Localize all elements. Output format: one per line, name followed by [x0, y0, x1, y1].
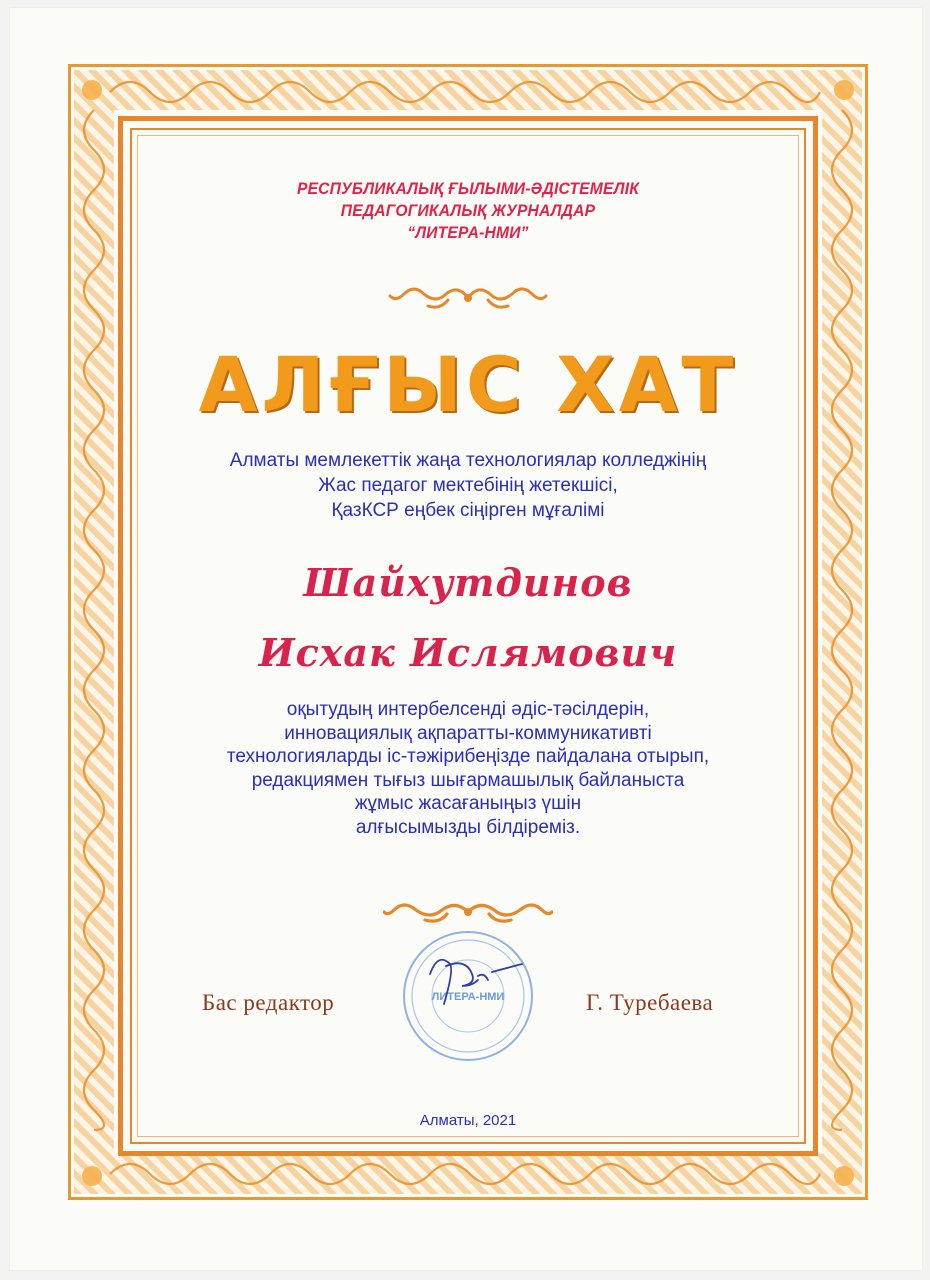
recipient-line: Жас педагог мектебінің жетекшісі,: [318, 475, 618, 496]
reason-line: оқытудың интербелсенді әдіс-тәсілдерін,: [286, 699, 650, 720]
gratitude-reason: [140, 698, 796, 839]
place-and-date: Алматы, 2021: [419, 1112, 517, 1129]
signature-name: Г. Туребаева: [586, 990, 714, 1015]
publisher-heading: [166, 178, 770, 244]
recipient-description: [140, 448, 796, 523]
publisher-line: РЕСПУБЛИКАЛЫҚ ҒЫЛЫМИ-ӘДІСТЕМЕЛІК: [296, 179, 640, 198]
recipient-surname: Шайхутдинов: [303, 560, 633, 605]
reason-line: редакциямен тығыз шығармашылық байланыста: [251, 769, 685, 791]
recipient-line: Алматы мемлекеттік жаңа технологиялар колледжінің: [229, 450, 707, 471]
certificate-title: АЛҒЫС ХАТ: [198, 340, 738, 429]
publisher-line: “ЛИТЕРА-НМИ”: [407, 223, 529, 242]
bottom-divider-ornament-icon: [383, 894, 553, 930]
reason-line: алғысымызды білдіреміз.: [355, 816, 581, 838]
certificate-content: [140, 140, 796, 1136]
recipient-given-names: Исхак Ислямович: [258, 630, 678, 675]
publisher-line: ПЕДАГОГИКАЛЫҚ ЖУРНАЛДАР: [340, 201, 596, 220]
reason-line: инновациялық ақпаратты-коммуникативті: [284, 722, 652, 744]
stamp-text: ЛИТЕРА-НМИ: [431, 991, 505, 1003]
round-seal-icon: [398, 926, 538, 1066]
recipient-line: ҚазКСР еңбек сіңірген мұғалімі: [331, 500, 605, 521]
top-divider-ornament-icon: [388, 278, 548, 318]
reason-line: технологияларды іс-тәжірибеңізде пайдалана отырып,: [226, 746, 710, 767]
signature-role: Бас редактор: [202, 990, 335, 1015]
reason-line: жұмыс жасағаныңыз үшін: [354, 793, 582, 814]
